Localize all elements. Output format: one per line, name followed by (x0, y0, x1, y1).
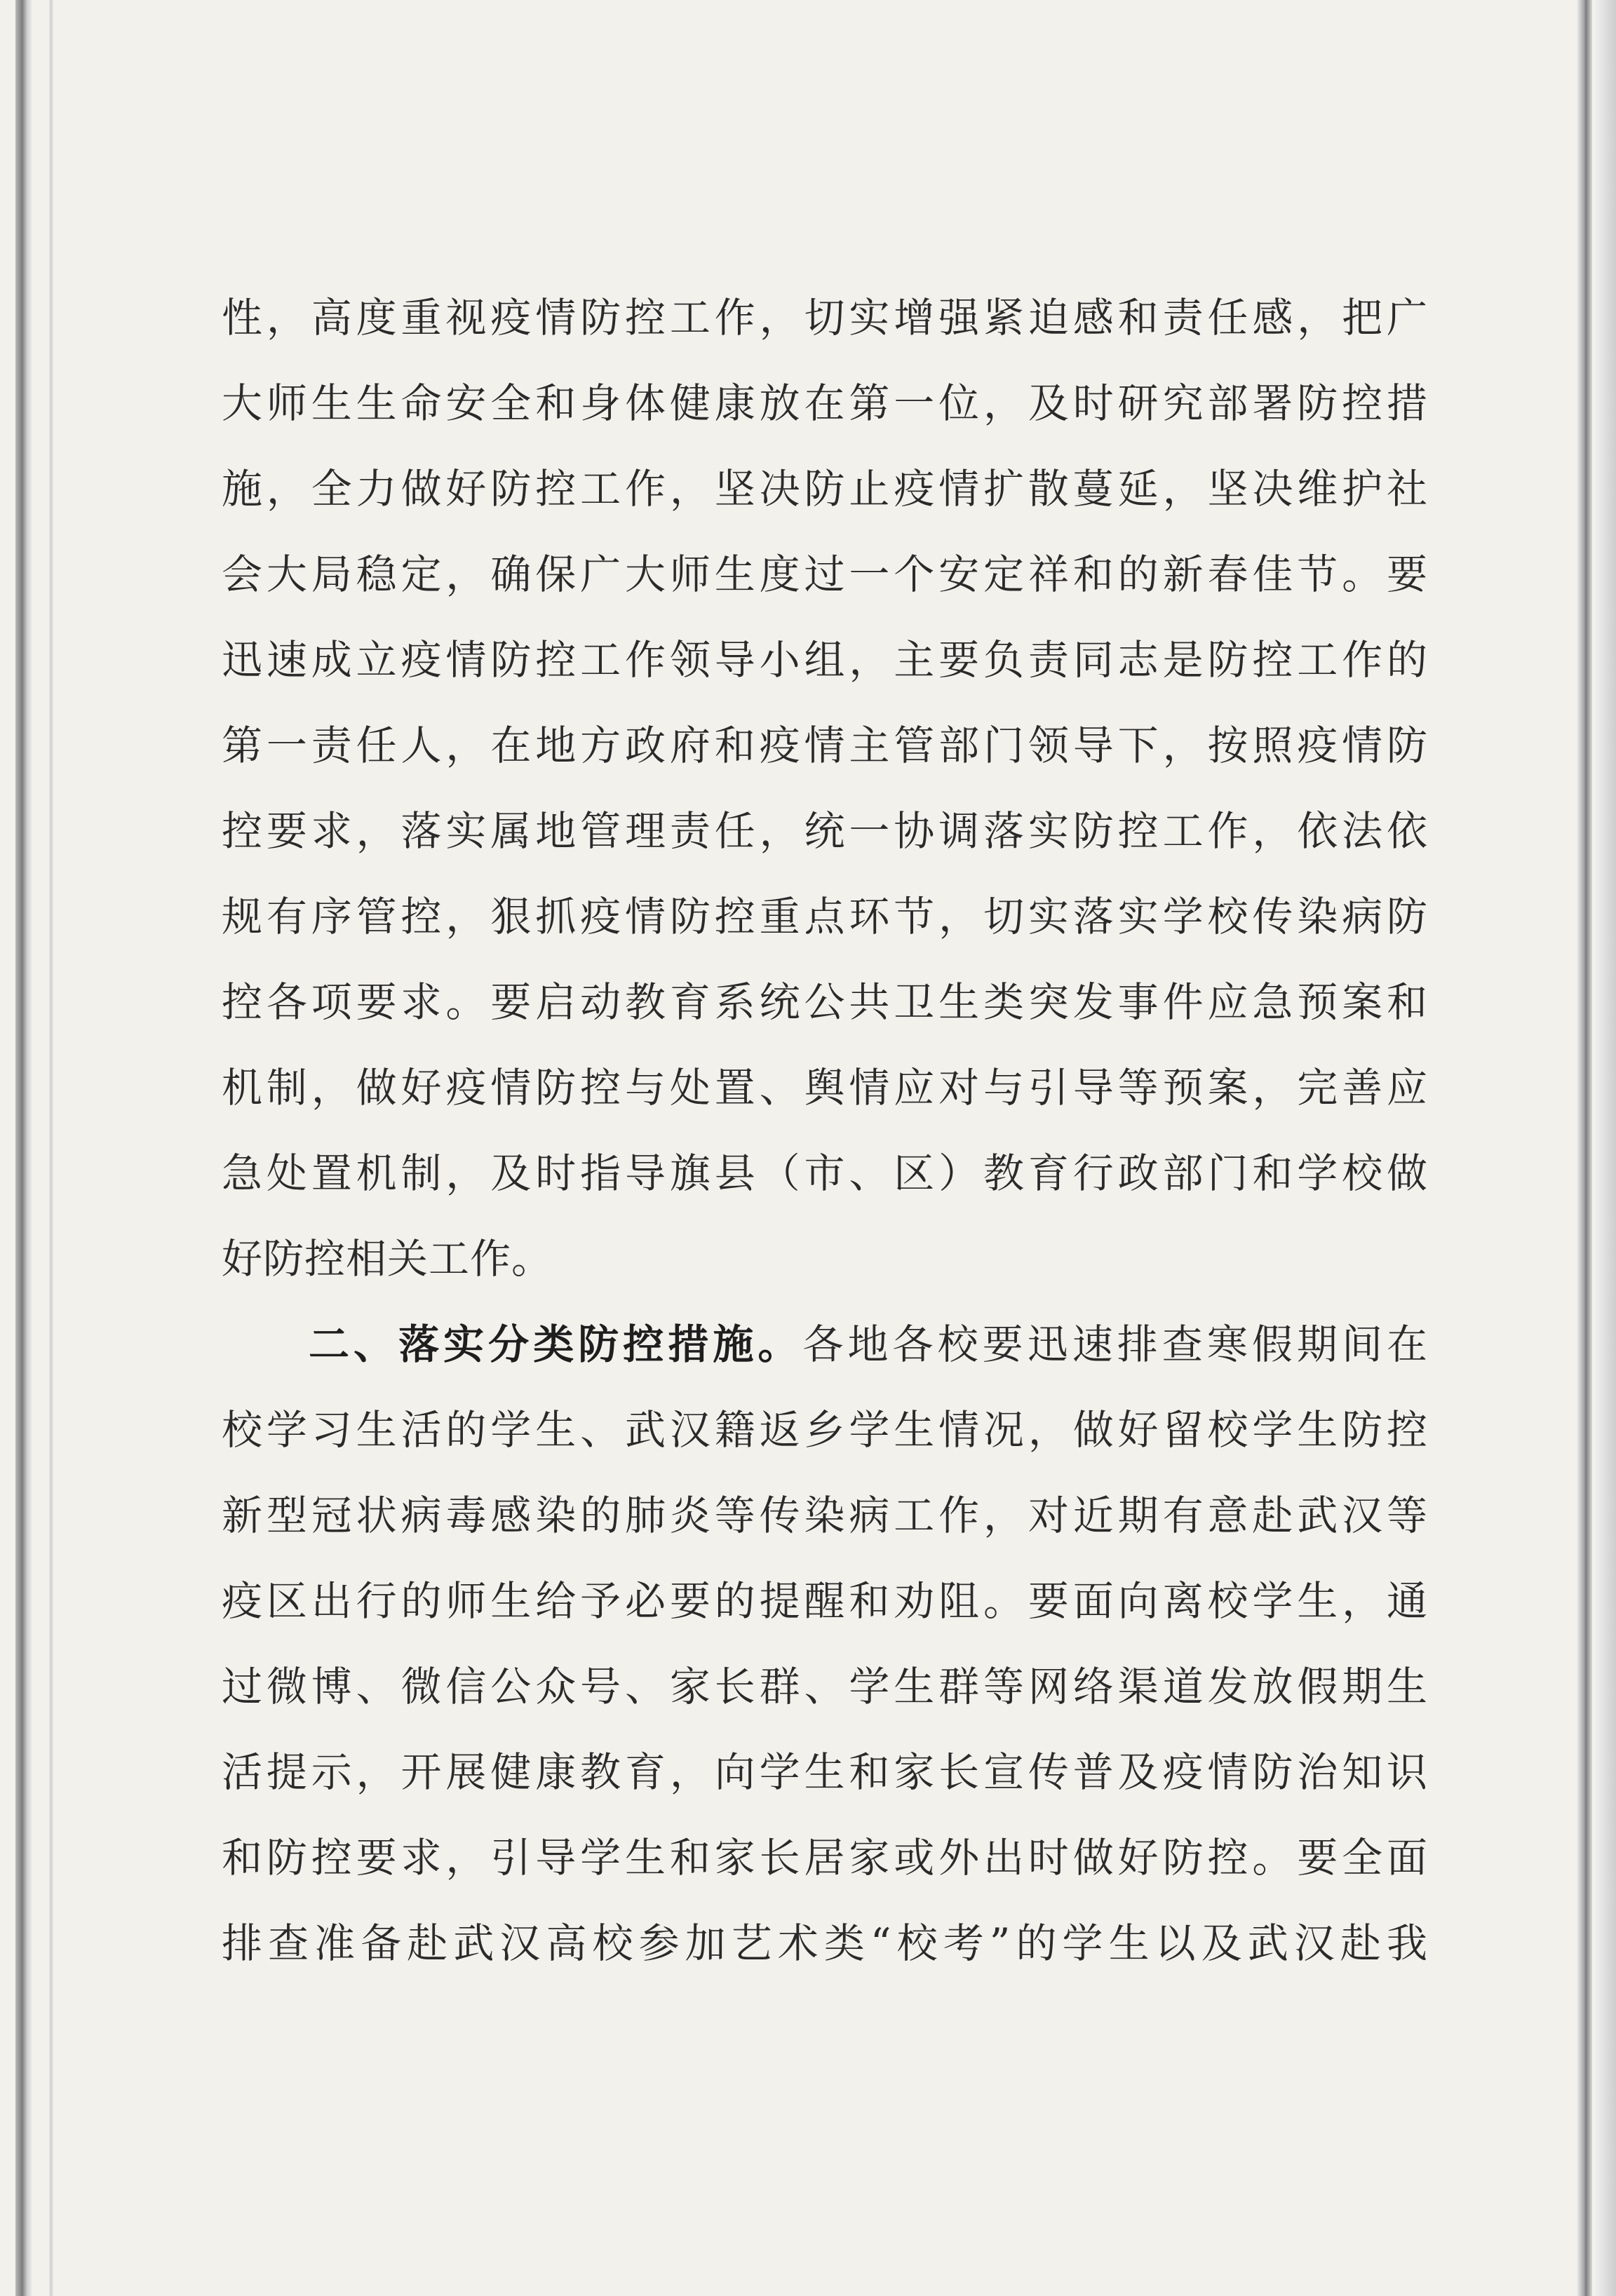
text-line: 过微博、微信公众号、家长群、学生群等网络渠道发放假期生 (222, 1663, 1428, 1710)
text-line: 大师生生命安全和身体健康放在第一位，及时研究部署防控措 (222, 379, 1428, 427)
section-heading: 二、落实分类防控措施。 (309, 1321, 803, 1368)
section-first-line-text: 各地各校要迅速排查寒假期间在 (802, 1321, 1428, 1368)
scan-edge-right-outer (1595, 0, 1616, 2296)
text-line: 疫区出行的师生给予必要的提醒和劝阻。要面向离校学生，通 (222, 1577, 1428, 1625)
text-line: 控要求，落实属地管理责任，统一协调落实防控工作，依法依 (222, 807, 1428, 855)
text-line: 机制，做好疫情防控与处置、舆情应对与引导等预案，完善应 (222, 1064, 1428, 1112)
text-line: 规有序管控，狠抓疫情防控重点环节，切实落实学校传染病防 (222, 893, 1428, 940)
section-first-line (222, 1302, 1428, 1387)
text-line: 排查准备赴武汉高校参加艺术类“校考”的学生以及武汉赴我 (222, 1919, 1428, 1967)
text-line: 施，全力做好防控工作，坚决防止疫情扩散蔓延，坚决维护社 (222, 465, 1428, 513)
scan-edge-left (15, 0, 32, 2296)
text-line: 急处置机制，及时指导旗县（市、区）教育行政部门和学校做 (222, 1149, 1428, 1197)
text-line: 会大局稳定，确保广大师生度过一个安定祥和的新春佳节。要 (222, 551, 1428, 598)
text-line: 校学习生活的学生、武汉籍返乡学生情况，做好留校学生防控 (222, 1406, 1428, 1454)
text-line: 第一责任人，在地方政府和疫情主管部门领导下，按照疫情防 (222, 722, 1428, 769)
text-line: 活提示，开展健康教育，向学生和家长宣传普及疫情防治知识 (222, 1748, 1428, 1796)
text-line: 新型冠状病毒感染的肺炎等传染病工作，对近期有意赴武汉等 (222, 1492, 1428, 1539)
text-line: 好防控相关工作。 (222, 1235, 553, 1283)
document-body (222, 275, 1428, 1986)
text-line: 迅速成立疫情防控工作领导小组，主要负责同志是防控工作的 (222, 636, 1428, 684)
text-line: 性，高度重视疫情防控工作，切实增强紧迫感和责任感，把广 (222, 294, 1428, 342)
text-line: 控各项要求。要启动教育系统公共卫生类突发事件应急预案和 (222, 978, 1428, 1026)
text-line: 和防控要求，引导学生和家长居家或外出时做好防控。要全面 (222, 1834, 1428, 1882)
scan-edge-right (1577, 0, 1592, 2296)
scan-edge-left-inner (49, 0, 53, 2296)
